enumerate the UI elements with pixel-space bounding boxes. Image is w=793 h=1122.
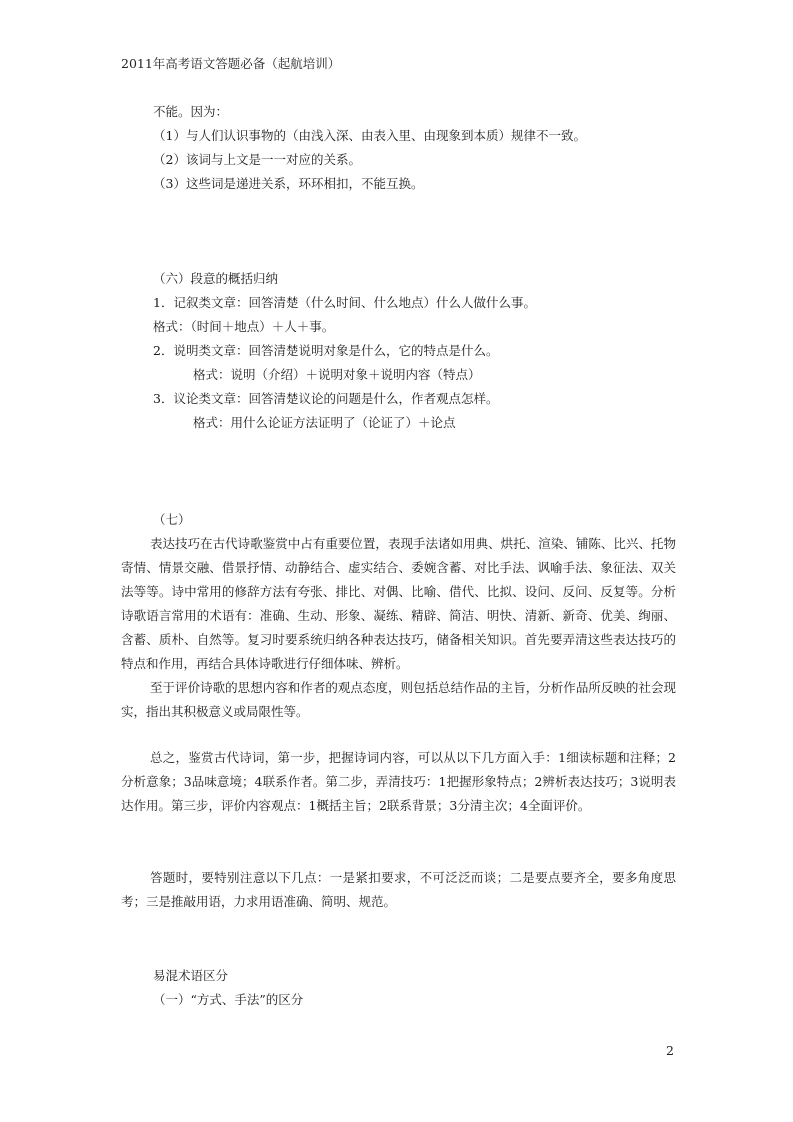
expository-format: 格式：说明（介绍）＋说明对象＋说明内容（特点）: [193, 367, 481, 382]
narrative-rule: 1．记叙类文章：回答清楚（什么时间、什么地点）什么人做什么事。: [153, 295, 536, 310]
techniques-paragraph: 表达技巧在古代诗歌鉴赏中占有重要位置，表现手法诸如用典、烘托、渲染、铺陈、比兴、托物寄情、情景交融、借景抒情、动静结合、虚实结合、委婉含蓄、对比手法、讽喻手法、象征法、双关法等等。诗中常用的修辞方法有夸张、排比、对偶、比喻、借代、比拟、设问、反问、反复等。分析诗歌语言常用的术语有：准确、生动、形象、凝练、精辟、简洁、明快、清新、新奇、优美、绚丽、含蓄、质朴、自然等。复习时要系统归纳各种表达技巧，储备相关知识。首先要弄清这些表达技巧的特点和作用，再结合具体诗歌进行仔细体味、辨析。: [121, 536, 676, 671]
section-seven-title: （七）: [153, 512, 191, 527]
narrative-format: 格式：（时间＋地点）＋人＋事。: [153, 319, 335, 334]
terms-section-title: 易混术语区分: [153, 968, 229, 983]
answer-intro: 不能。因为：: [153, 104, 229, 119]
section-six-title: （六）段意的概括归纳: [153, 271, 279, 286]
reason-1: （1）与人们认识事物的（由浅入深、由表入里、由现象到本质）规律不一致。: [153, 128, 586, 143]
argumentative-format: 格式：用什么论证方法证明了（论证了）＋论点: [193, 415, 456, 430]
reason-3: （3）这些词是递进关系，环环相扣，不能互换。: [153, 176, 424, 191]
evaluation-paragraph: 至于评价诗歌的思想内容和作者的观点态度，则包括总结作品的主旨，分析作品所反映的社会现实，指出其积极意义或局限性等。: [121, 680, 676, 719]
page-number: 2: [666, 1043, 674, 1058]
expository-rule: 2．说明类文章：回答清楚说明对象是什么，它的特点是什么。: [153, 343, 499, 358]
argumentative-rule: 3．议论类文章：回答清楚议论的问题是什么，作者观点怎样。: [153, 391, 499, 406]
reason-2: （2）该词与上文是一一对应的关系。: [153, 152, 361, 167]
answering-tips-paragraph: 答题时，要特别注意以下几点：一是紧扣要求，不可泛泛而谈；二是要点要齐全，要多角度思考；三是推敲用语，力求用语准确、简明、规范。: [121, 870, 676, 909]
terms-subsection-title: （一）“方式、手法”的区分: [153, 992, 304, 1007]
page-header: 2011年高考语文答题必备（起航培训）: [121, 56, 341, 71]
summary-paragraph: 总之，鉴赏古代诗词，第一步，把握诗词内容，可以从以下几方面入手：1细读标题和注释；2分析意象；3品味意境；4联系作者。第二步，弄清技巧：1把握形象特点；2辨析表达技巧；3说明表达作用。第三步，评价内容观点：1概括主旨；2联系背景；3分清主次；4全面评价。: [121, 750, 676, 813]
